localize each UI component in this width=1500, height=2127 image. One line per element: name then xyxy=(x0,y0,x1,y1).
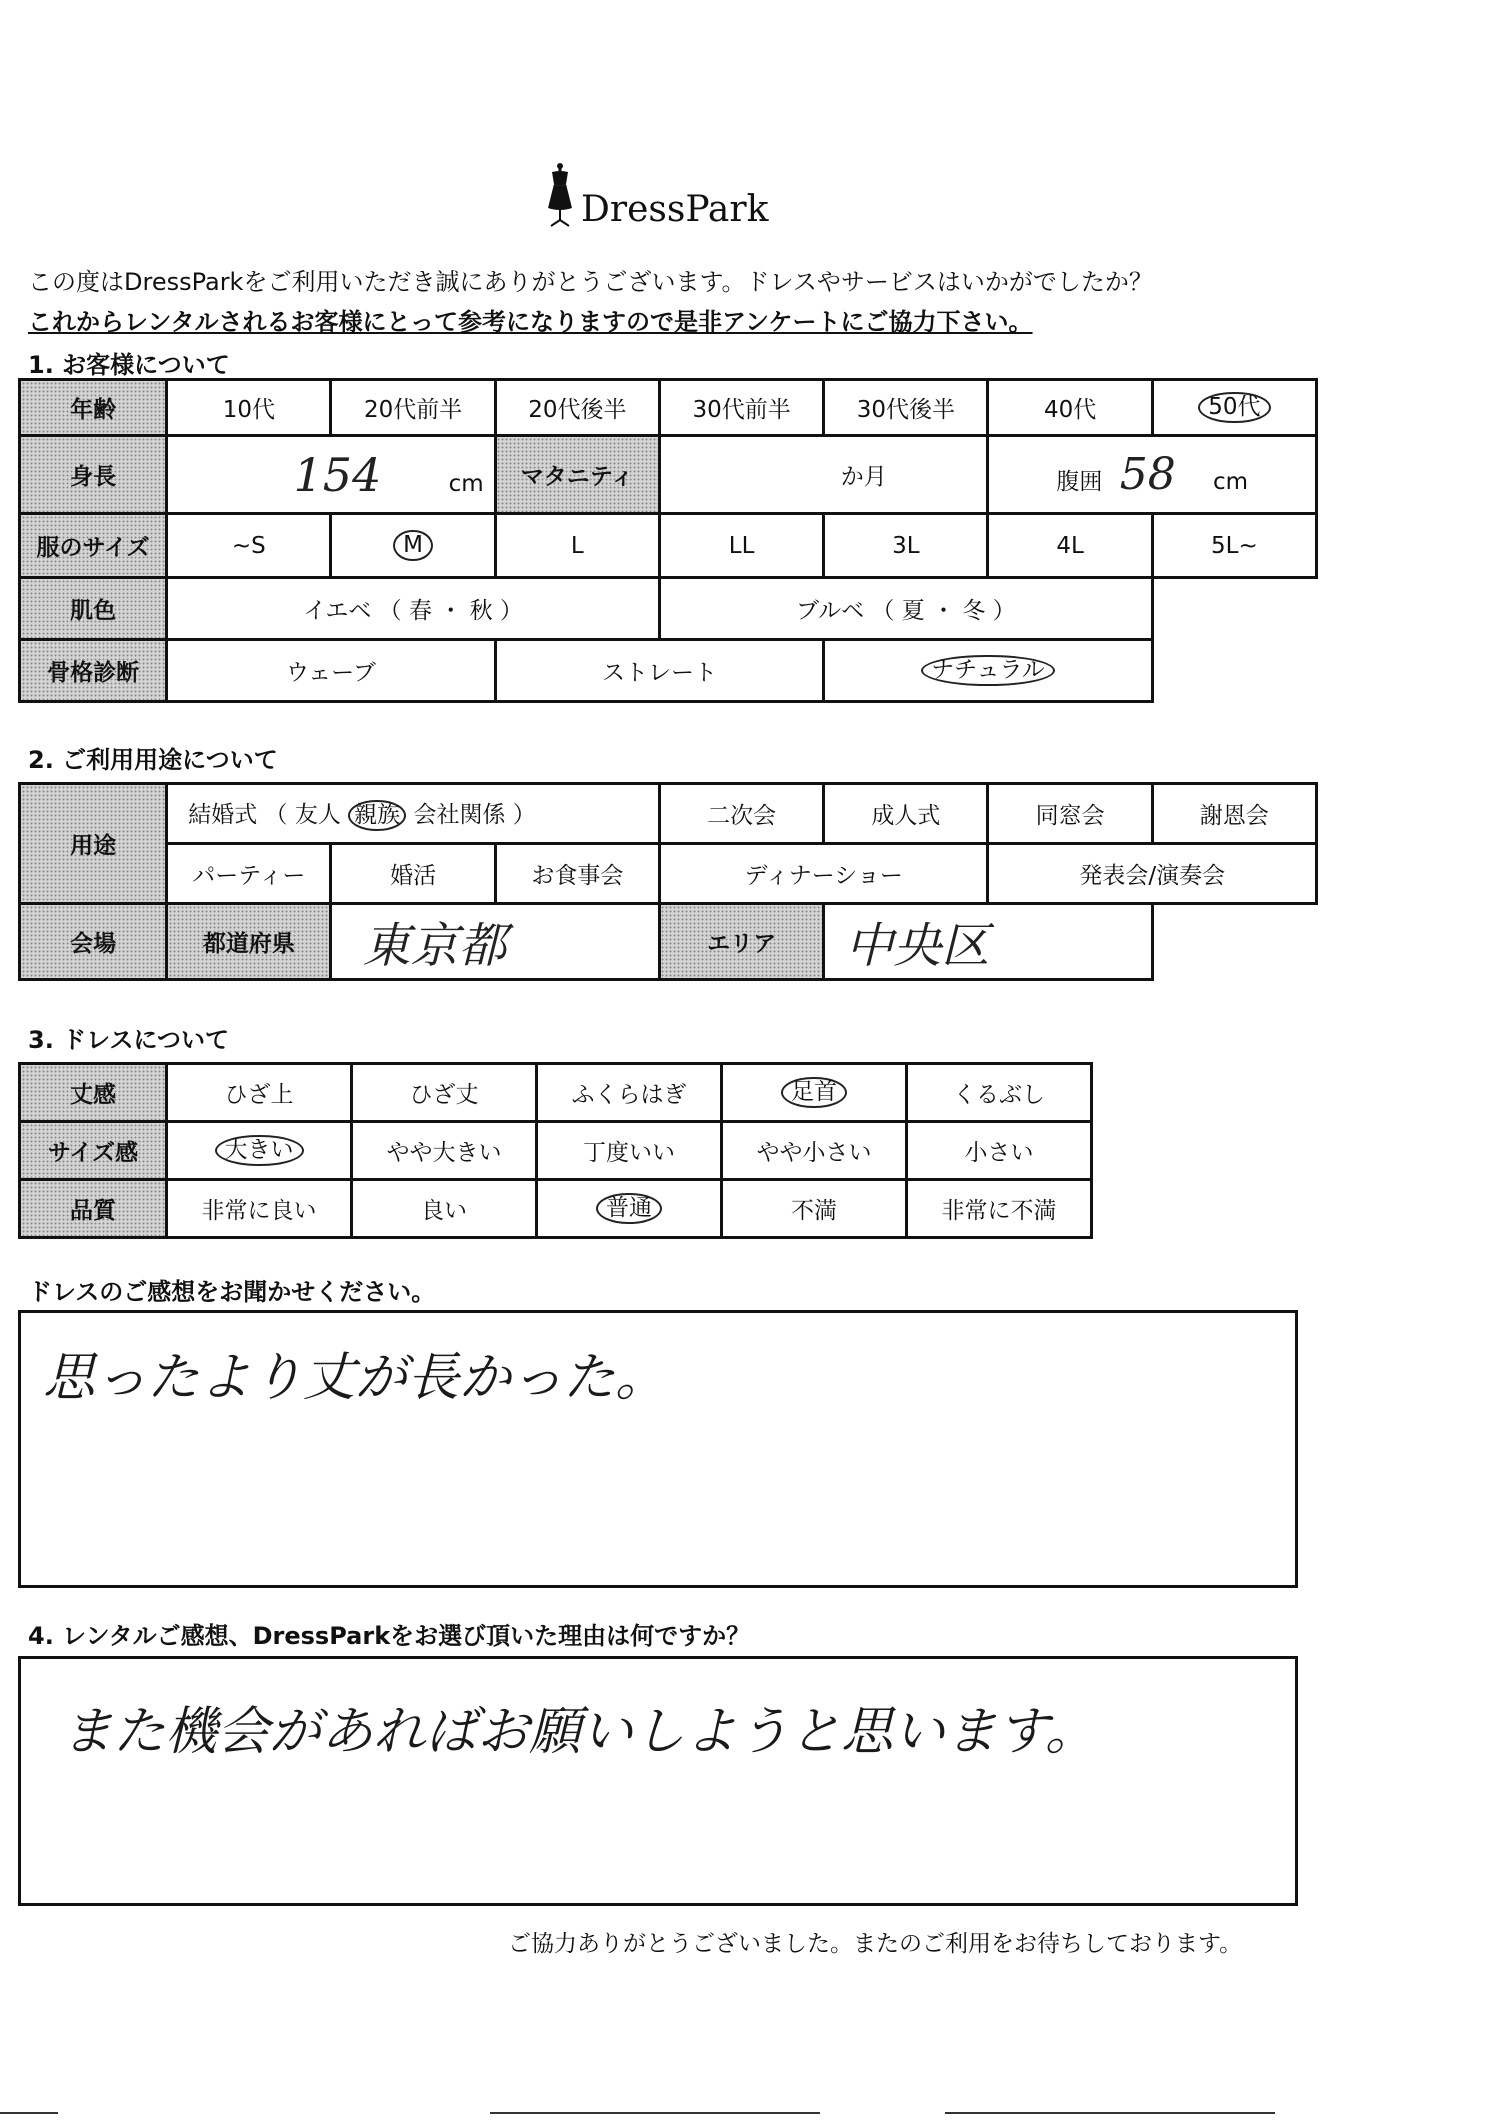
quality-header: 品質 xyxy=(20,1180,167,1238)
length-option[interactable]: ひざ上 xyxy=(167,1064,352,1122)
height-header: 身長 xyxy=(20,436,167,514)
maternity-label: マタニティ xyxy=(495,436,659,514)
area-label: エリア xyxy=(659,904,823,980)
age-option-selected[interactable] xyxy=(1152,380,1316,436)
length-header: 丈感 xyxy=(20,1064,167,1122)
quality-option-selected[interactable] xyxy=(537,1180,722,1238)
purpose-option[interactable]: お食事会 xyxy=(495,844,659,904)
paren-close: ） xyxy=(512,801,536,828)
scan-artifact xyxy=(945,2112,1275,2114)
age-row xyxy=(20,380,1317,436)
prefecture-field[interactable] xyxy=(331,904,660,980)
age-header: 年齢 xyxy=(20,380,167,436)
skin-yellow-option[interactable]: イエベ （ 春 ・ 秋 ） xyxy=(167,578,660,640)
age-option[interactable]: 20代前半 xyxy=(331,380,495,436)
purpose-option[interactable]: パーティー xyxy=(167,844,331,904)
age-option[interactable]: 20代後半 xyxy=(495,380,659,436)
selection-circle: 50代 xyxy=(1198,392,1270,424)
height-row xyxy=(20,436,1317,514)
waist-value: 58 xyxy=(1119,449,1176,500)
frame-option-selected[interactable] xyxy=(824,640,1153,702)
size-option[interactable]: L xyxy=(495,514,659,578)
wedding-label: 結婚式 xyxy=(188,801,258,828)
section4-title: 4. レンタルご感想、DressParkをお選び頂いた理由は何ですか？ xyxy=(28,1622,751,1650)
selection-circle: 大きい xyxy=(215,1135,304,1167)
scan-artifact xyxy=(490,2112,820,2114)
customer-table xyxy=(18,378,1318,703)
area-value: 中央区 xyxy=(845,918,990,974)
skin-blue-option[interactable]: ブルベ （ 夏 ・ 冬 ） xyxy=(659,578,1152,640)
size-option[interactable]: 3L xyxy=(824,514,988,578)
dress-form-icon xyxy=(545,162,575,228)
height-field[interactable] xyxy=(167,436,496,514)
prefecture-value: 東京都 xyxy=(362,918,507,974)
size-option-selected[interactable] xyxy=(331,514,495,578)
waist-label: 腹囲 xyxy=(1056,469,1103,495)
selection-circle: M xyxy=(393,530,433,562)
impressions-answer: 思ったより丈が長かった。 xyxy=(43,1348,668,1408)
wedding-family-selected[interactable]: 親族 xyxy=(348,800,406,832)
length-option[interactable]: ひざ丈 xyxy=(352,1064,537,1122)
purpose-table xyxy=(18,782,1318,981)
paren-open: （ xyxy=(264,801,288,828)
reason-answer: また機会があればお願いしようと思います。 xyxy=(61,1702,1097,1762)
selection-circle: ナチュラル xyxy=(921,655,1055,687)
impressions-prompt: ドレスのご感想をお聞かせください。 xyxy=(28,1278,436,1306)
fit-row xyxy=(20,1122,1092,1180)
frame-row xyxy=(20,640,1317,702)
purpose-header: 用途 xyxy=(20,784,167,904)
age-option[interactable]: 10代 xyxy=(167,380,331,436)
wedding-option[interactable] xyxy=(167,784,660,844)
size-option[interactable]: ~S xyxy=(167,514,331,578)
maternity-months-field[interactable] xyxy=(659,436,988,514)
purpose-option[interactable]: 発表会/演奏会 xyxy=(988,844,1317,904)
length-option[interactable]: くるぶし xyxy=(907,1064,1092,1122)
quality-option[interactable]: 良い xyxy=(352,1180,537,1238)
length-option[interactable]: ふくらはぎ xyxy=(537,1064,722,1122)
selection-circle: 普通 xyxy=(596,1193,662,1225)
frame-option[interactable]: ウェーブ xyxy=(167,640,496,702)
dresspark-logo xyxy=(545,158,785,228)
frame-option[interactable]: ストレート xyxy=(495,640,824,702)
quality-row xyxy=(20,1180,1092,1238)
purpose-option[interactable]: 成人式 xyxy=(824,784,988,844)
size-option[interactable]: 5L~ xyxy=(1152,514,1316,578)
size-option[interactable]: 4L xyxy=(988,514,1152,578)
purpose-row-2 xyxy=(20,844,1317,904)
frame-header: 骨格診断 xyxy=(20,640,167,702)
fit-option[interactable]: やや大きい xyxy=(352,1122,537,1180)
waist-unit: cm xyxy=(1213,469,1249,495)
month-unit: か月 xyxy=(840,464,887,490)
fit-option[interactable]: やや小さい xyxy=(722,1122,907,1180)
section1-title: 1. お客様について xyxy=(28,351,230,379)
impressions-textarea[interactable] xyxy=(18,1310,1298,1588)
age-option[interactable]: 30代後半 xyxy=(824,380,988,436)
area-field[interactable] xyxy=(824,904,1153,980)
venue-header: 会場 xyxy=(20,904,167,980)
length-row xyxy=(20,1064,1092,1122)
length-option-selected[interactable] xyxy=(722,1064,907,1122)
purpose-option[interactable]: 謝恩会 xyxy=(1152,784,1316,844)
purpose-option[interactable]: 同窓会 xyxy=(988,784,1152,844)
size-option[interactable]: LL xyxy=(659,514,823,578)
prefecture-label: 都道府県 xyxy=(167,904,331,980)
reason-textarea[interactable] xyxy=(18,1656,1298,1906)
section2-title: 2. ご利用用途について xyxy=(28,746,278,774)
fit-option[interactable]: 小さい xyxy=(907,1122,1092,1180)
skin-header: 肌色 xyxy=(20,578,167,640)
quality-option[interactable]: 不満 xyxy=(722,1180,907,1238)
fit-header: サイズ感 xyxy=(20,1122,167,1180)
venue-row xyxy=(20,904,1317,980)
quality-option[interactable]: 非常に良い xyxy=(167,1180,352,1238)
purpose-option[interactable]: ディナーショー xyxy=(659,844,988,904)
skin-row xyxy=(20,578,1317,640)
purpose-row-1 xyxy=(20,784,1317,844)
intro-line-1: この度はDressParkをご利用いただき誠にありがとうございます。ドレスやサービスはいかがでしたか？ xyxy=(28,268,1153,296)
age-option[interactable]: 40代 xyxy=(988,380,1152,436)
intro-line-2: これからレンタルされるお客様にとって参考になりますので是非アンケートにご協力下さい。 xyxy=(28,308,1033,336)
wedding-friend[interactable]: 友人 xyxy=(294,801,341,828)
height-value: 154 xyxy=(293,447,382,502)
selection-circle: 足首 xyxy=(781,1077,847,1109)
size-row xyxy=(20,514,1317,578)
waist-field[interactable] xyxy=(988,436,1317,514)
scan-artifact xyxy=(0,2112,58,2114)
purpose-option[interactable]: 婚活 xyxy=(331,844,495,904)
fit-option[interactable]: 丁度いい xyxy=(537,1122,722,1180)
wedding-company[interactable]: 会社関係 xyxy=(413,801,506,828)
fit-option-selected[interactable] xyxy=(167,1122,352,1180)
logo-text: DressPark xyxy=(581,189,769,230)
age-option[interactable]: 30代前半 xyxy=(659,380,823,436)
dress-table xyxy=(18,1062,1093,1239)
size-header: 服のサイズ xyxy=(20,514,167,578)
section3-title: 3. ドレスについて xyxy=(28,1026,229,1054)
quality-option[interactable]: 非常に不満 xyxy=(907,1180,1092,1238)
footer-thanks: ご協力ありがとうございました。またのご利用をお待ちしております。 xyxy=(508,1931,1243,1957)
height-unit: cm xyxy=(448,470,484,497)
purpose-option[interactable]: 二次会 xyxy=(659,784,823,844)
